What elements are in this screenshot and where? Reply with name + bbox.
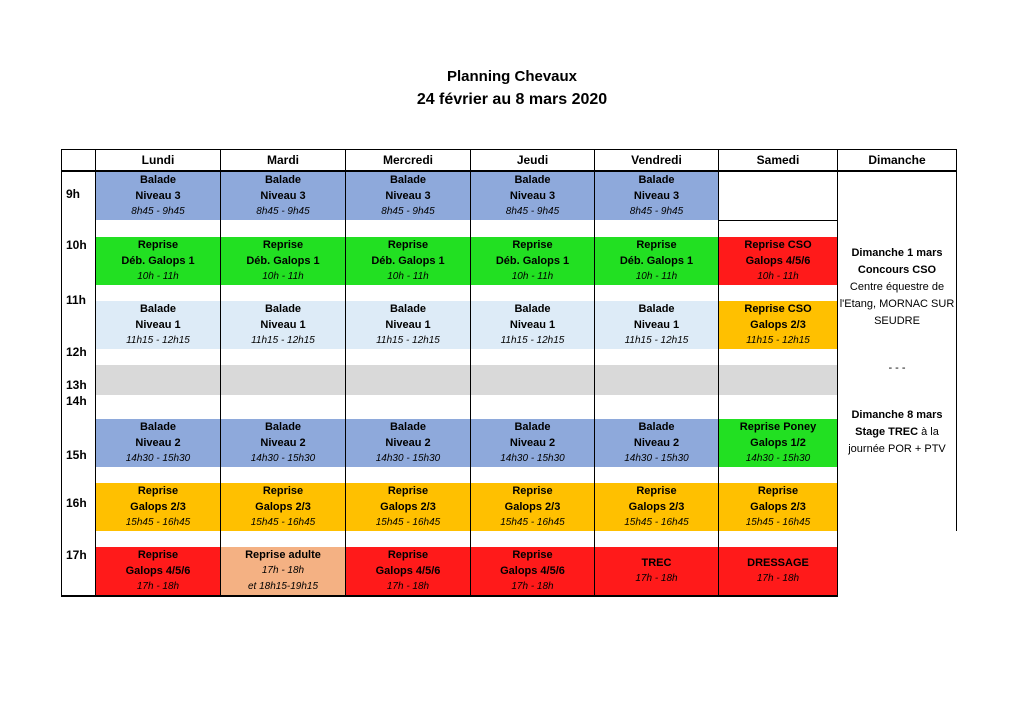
slot-line: Niveau 1 [471, 317, 595, 333]
time-label: 10h [62, 237, 96, 301]
time-label [62, 365, 96, 419]
slot-line: Niveau 1 [346, 317, 471, 333]
slot-time: 17h - 18h [346, 579, 471, 596]
slot-line: Galops 1/2 [719, 435, 838, 451]
slot-line: Galops 2/3 [595, 499, 719, 515]
slot-line: Reprise Poney [719, 419, 838, 435]
slot-line: Balade [595, 419, 719, 435]
slot-line: Reprise [346, 237, 471, 253]
header-row [62, 150, 957, 172]
lunch-break [471, 365, 595, 395]
sunday-events [838, 171, 957, 531]
slot-line: Reprise CSO [719, 301, 838, 317]
sunday-separator: - - - [888, 361, 906, 374]
sunday-date-2: Dimanche 8 mars [851, 408, 943, 421]
slot-line: Déb. Galops 1 [471, 253, 595, 269]
slot-time: 10h - 11h [96, 269, 221, 285]
slot-line: TREC [641, 556, 672, 569]
slot-time: 14h30 - 15h30 [595, 451, 719, 467]
slot-line: Galops 2/3 [221, 499, 346, 515]
slot-line: Balade [595, 171, 719, 188]
sunday-event-2: Stage TREC [855, 425, 919, 438]
slot-line: Galops 2/3 [471, 499, 595, 515]
slot-line: Galops 4/5/6 [96, 563, 221, 579]
page-subtitle: 24 février au 8 mars 2020 [416, 91, 608, 108]
time-label-12: 12h [66, 344, 87, 359]
slot-time: 11h15 - 12h15 [346, 333, 471, 349]
slot-dressage [719, 547, 838, 596]
slot-time: 17h - 18h [635, 572, 678, 584]
day-header: Mardi [221, 150, 346, 172]
slot-time: 14h30 - 15h30 [221, 451, 346, 467]
slot-line: Niveau 2 [595, 435, 719, 451]
slot-line: Déb. Galops 1 [346, 253, 471, 269]
slot-time: 8h45 - 9h45 [346, 204, 471, 220]
slot-time: 17h - 18h [96, 579, 221, 596]
schedule-table [61, 149, 957, 597]
day-header: Lundi [96, 150, 221, 172]
slot-time: 15h45 - 16h45 [221, 515, 346, 531]
slot-time: 14h30 - 15h30 [719, 451, 838, 467]
slot-line: Balade [346, 301, 471, 317]
sunday-date-1: Dimanche 1 mars [851, 246, 943, 259]
slot-line: Niveau 2 [96, 435, 221, 451]
time-label: 9h [62, 171, 96, 220]
corner-cell [62, 150, 96, 172]
slot-line: Niveau 3 [96, 188, 221, 204]
day-header: Samedi [719, 150, 838, 172]
slot-line: Reprise [96, 483, 221, 499]
slot-time: 11h15 - 12h15 [471, 333, 595, 349]
slot-time: 10h - 11h [346, 269, 471, 285]
slot-time: 8h45 - 9h45 [471, 204, 595, 220]
time-label-13: 13h [66, 377, 87, 392]
slot-line: Reprise [221, 237, 346, 253]
time-label-14: 14h [66, 393, 87, 408]
slot-time: 8h45 - 9h45 [221, 204, 346, 220]
lunch-break [595, 365, 719, 395]
slot-line: Déb. Galops 1 [96, 253, 221, 269]
slot-line: Balade [471, 171, 595, 188]
slot-line: Déb. Galops 1 [221, 253, 346, 269]
time-label: 15h [62, 419, 96, 483]
slot-time: 15h45 - 16h45 [719, 515, 838, 531]
slot-time: 11h15 - 12h15 [595, 333, 719, 349]
slot-line: Balade [96, 171, 221, 188]
slot-line: Galops 2/3 [346, 499, 471, 515]
slot-line: Galops 4/5/6 [346, 563, 471, 579]
sunday-location: Centre équestre de l'Etang, MORNAC SUR SEUDRE [839, 280, 955, 327]
slot-line: Niveau 1 [595, 317, 719, 333]
lunch-break [346, 365, 471, 395]
slot-line: Galops 2/3 [96, 499, 221, 515]
slot-line: Balade [221, 301, 346, 317]
slot-line: Reprise [595, 237, 719, 253]
slot-line: Balade [471, 419, 595, 435]
slot-line: Reprise [595, 483, 719, 499]
slot-line: Galops 2/3 [719, 317, 838, 333]
day-header: Vendredi [595, 150, 719, 172]
slot-line: Niveau 1 [96, 317, 221, 333]
slot-line: Reprise [471, 237, 595, 253]
slot-line: Balade [96, 301, 221, 317]
slot-time: 10h - 11h [471, 269, 595, 285]
slot-line: Reprise CSO [719, 237, 838, 253]
slot-line: Reprise [346, 547, 471, 563]
lunch-break [221, 365, 346, 395]
slot-line: Balade [346, 419, 471, 435]
slot-line: Niveau 1 [221, 317, 346, 333]
day-header: Jeudi [471, 150, 595, 172]
page-title: Planning Chevaux [446, 68, 578, 85]
slot-line: Déb. Galops 1 [595, 253, 719, 269]
day-header: Mercredi [346, 150, 471, 172]
slot-time: 17h - 18h [471, 579, 595, 596]
slot-time: 10h - 11h [719, 269, 838, 285]
sunday-event-2-detail: à la journée POR + PTV [848, 425, 946, 455]
slot-line: Reprise [471, 547, 595, 563]
slot-line: Niveau 2 [346, 435, 471, 451]
slot-time: 15h45 - 16h45 [96, 515, 221, 531]
slot-line: Reprise [96, 547, 221, 563]
slot-line: Reprise [221, 483, 346, 499]
slot-line: Balade [221, 171, 346, 188]
slot-line: Reprise [346, 483, 471, 499]
slot-time: 15h45 - 16h45 [595, 515, 719, 531]
slot-line: Balade [346, 171, 471, 188]
slot-time: 8h45 - 9h45 [96, 204, 221, 220]
slot-line: Balade [96, 419, 221, 435]
lunch-break [96, 365, 221, 395]
time-label: 17h [62, 547, 96, 596]
slot-time: 10h - 11h [221, 269, 346, 285]
slot-line: Balade [471, 301, 595, 317]
slot-line: Balade [221, 419, 346, 435]
slot-line: Balade [595, 301, 719, 317]
time-label [62, 292, 96, 365]
slot-line: Reprise [471, 483, 595, 499]
slot-line: Reprise adulte [221, 547, 346, 563]
slot-line: Niveau 2 [471, 435, 595, 451]
slot-time: 11h15 - 12h15 [221, 333, 346, 349]
slot-line: DRESSAGE [747, 556, 809, 569]
slot-line: Galops 4/5/6 [719, 253, 838, 269]
day-header: Dimanche [838, 150, 957, 172]
empty-slot [719, 171, 838, 220]
slot-line: Reprise [719, 483, 838, 499]
slot-line: Reprise [96, 237, 221, 253]
slot-time: 8h45 - 9h45 [595, 204, 719, 220]
slot-time: 14h30 - 15h30 [471, 451, 595, 467]
slot-line: Niveau 2 [221, 435, 346, 451]
slot-time: et 18h15-19h15 [221, 579, 346, 596]
slot-line: Niveau 3 [471, 188, 595, 204]
slot-time: 14h30 - 15h30 [96, 451, 221, 467]
slot-time: 11h15 - 12h15 [96, 333, 221, 349]
slot-line: Galops 4/5/6 [471, 563, 595, 579]
sunday-event-1: Concours CSO [857, 263, 937, 276]
slot-line: Niveau 3 [346, 188, 471, 204]
slot-time: 14h30 - 15h30 [346, 451, 471, 467]
slot-trec [595, 547, 719, 596]
slot-time: 15h45 - 16h45 [471, 515, 595, 531]
time-label: 16h [62, 483, 96, 547]
slot-time: 15h45 - 16h45 [346, 515, 471, 531]
slot-line: Niveau 3 [595, 188, 719, 204]
slot-time: 17h - 18h [221, 563, 346, 579]
slot-time: 17h - 18h [756, 572, 800, 584]
time-label-11: 11h [66, 292, 87, 307]
slot-time: 11h15 - 12h15 [719, 333, 838, 349]
slot-line: Niveau 3 [221, 188, 346, 204]
lunch-break [719, 365, 838, 395]
slot-line: Galops 2/3 [719, 499, 838, 515]
slot-time: 10h - 11h [595, 269, 719, 285]
